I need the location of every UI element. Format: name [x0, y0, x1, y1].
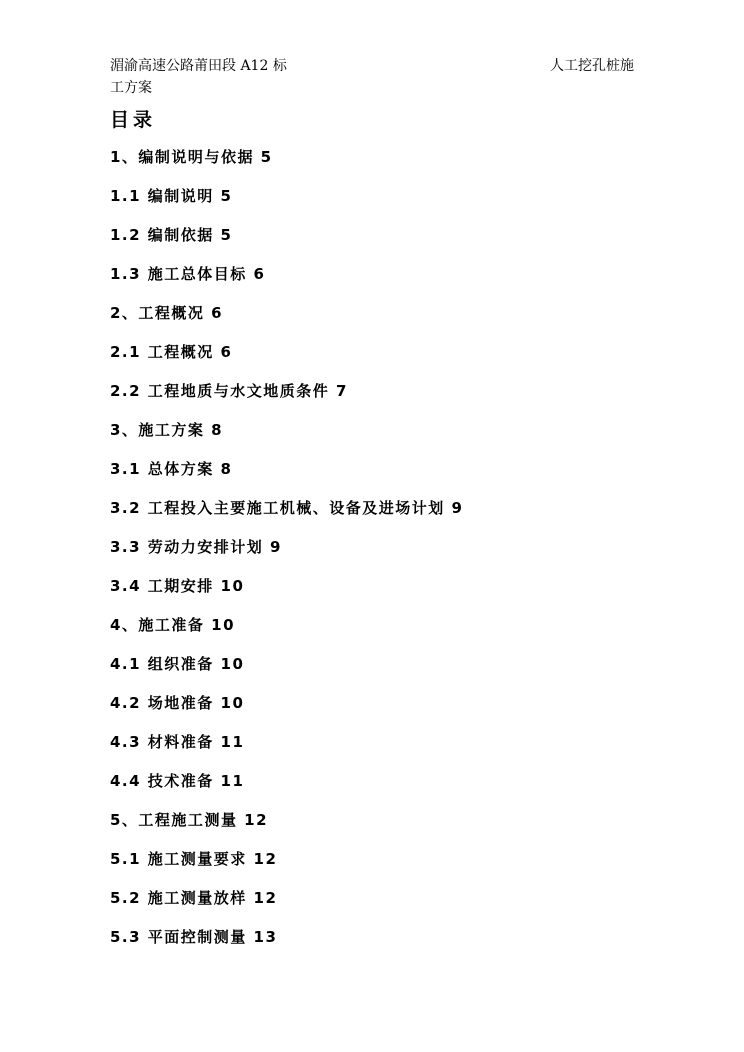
- toc-item[interactable]: 3、施工方案 8: [110, 421, 224, 439]
- toc-item[interactable]: 5.1 施工测量要求 12: [110, 850, 278, 868]
- toc-item[interactable]: 4.1 组织准备 10: [110, 655, 245, 673]
- toc-item[interactable]: 2.2 工程地质与水文地质条件 7: [110, 382, 348, 400]
- toc-item[interactable]: 3.3 劳动力安排计划 9: [110, 538, 282, 556]
- toc-item[interactable]: 4.2 场地准备 10: [110, 694, 245, 712]
- toc-item[interactable]: 1.3 施工总体目标 6: [110, 265, 266, 283]
- toc-item[interactable]: 5、工程施工测量 12: [110, 811, 269, 829]
- header-project-name: 湄渝高速公路莆田段 A12 标: [110, 58, 287, 74]
- toc-item[interactable]: 2.1 工程概况 6: [110, 343, 233, 361]
- toc-item[interactable]: 2、工程概况 6: [110, 304, 224, 322]
- toc-item[interactable]: 3.1 总体方案 8: [110, 460, 233, 478]
- toc-item[interactable]: 5.3 平面控制测量 13: [110, 928, 278, 946]
- table-of-contents: [110, 146, 463, 965]
- toc-item[interactable]: 4.4 技术准备 11: [110, 772, 245, 790]
- toc-item[interactable]: 4、施工准备 10: [110, 616, 236, 634]
- header-project-name-continued: 工方案: [110, 80, 152, 96]
- header-document-name: 人工挖孔桩施: [550, 58, 634, 74]
- toc-title: 目录: [110, 109, 157, 131]
- toc-item[interactable]: 4.3 材料准备 11: [110, 733, 245, 751]
- toc-item[interactable]: 1.1 编制说明 5: [110, 187, 233, 205]
- toc-item[interactable]: 5.2 施工测量放样 12: [110, 889, 278, 907]
- toc-item[interactable]: 3.2 工程投入主要施工机械、设备及进场计划 9: [110, 499, 464, 517]
- toc-item[interactable]: 1.2 编制依据 5: [110, 226, 233, 244]
- toc-item[interactable]: 1、编制说明与依据 5: [110, 148, 273, 166]
- toc-item[interactable]: 3.4 工期安排 10: [110, 577, 245, 595]
